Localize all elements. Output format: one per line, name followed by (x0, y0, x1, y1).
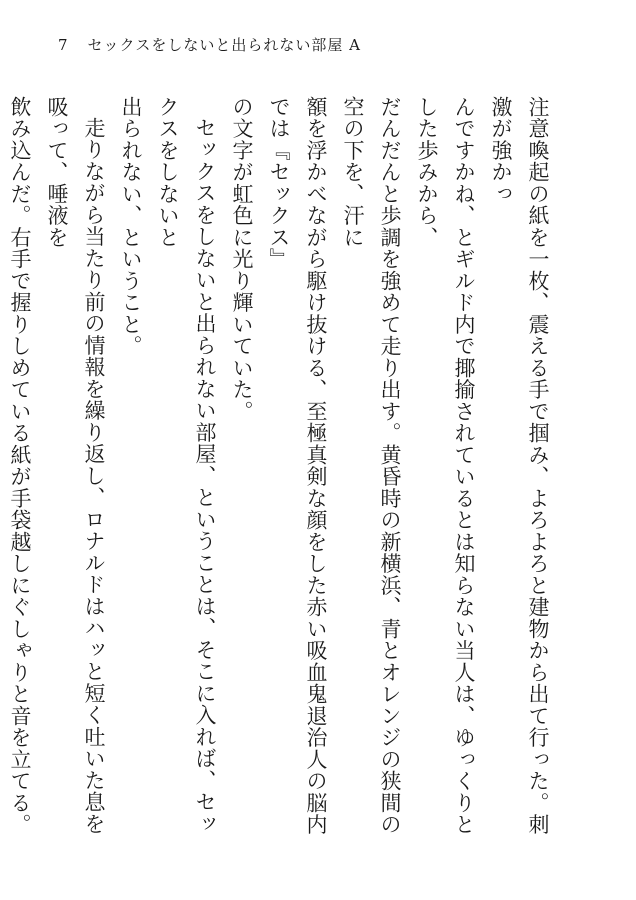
text-line: 額を浮かべながら駆け抜ける、至極真剣な顔をした赤い吸血鬼退治人の脳内では『セックス』 (267, 96, 328, 836)
text-line: 走りながら当たり前の情報を繰り返し、ロナルドはハッと短く吐いた息を吸って、唾液を (45, 96, 106, 835)
running-title: セックスをしないと出られない部屋 A (87, 36, 361, 54)
text-line: セックスをしないと出られない部屋、ということは、そこに入れば、セックスをしないと (156, 96, 217, 835)
page-header (58, 36, 361, 54)
text-line: 飲み込んだ。右手で握りしめている紙が手袋越しにぐしゃりと音を立てる。 (8, 96, 32, 836)
text-line: 出られない、ということ。 (119, 96, 143, 357)
text-line: だんだんと歩調を強めて走り出す。黄昏時の新横浜、青とオレンジの狭間の空の下を、汗に (341, 96, 402, 836)
text-line: んですかね、とギルド内で揶揄されているとは知らない当人は、ゆっくりとした歩みから、 (415, 96, 476, 836)
body-text (8, 96, 556, 856)
page-number: 7 (58, 36, 68, 54)
text-line: 注意喚起の紙を一枚、震える手で掴み、よろよろと建物から出て行った。刺激が強かっ (489, 96, 550, 836)
text-line: の文字が虹色に光り輝いていた。 (230, 96, 254, 423)
